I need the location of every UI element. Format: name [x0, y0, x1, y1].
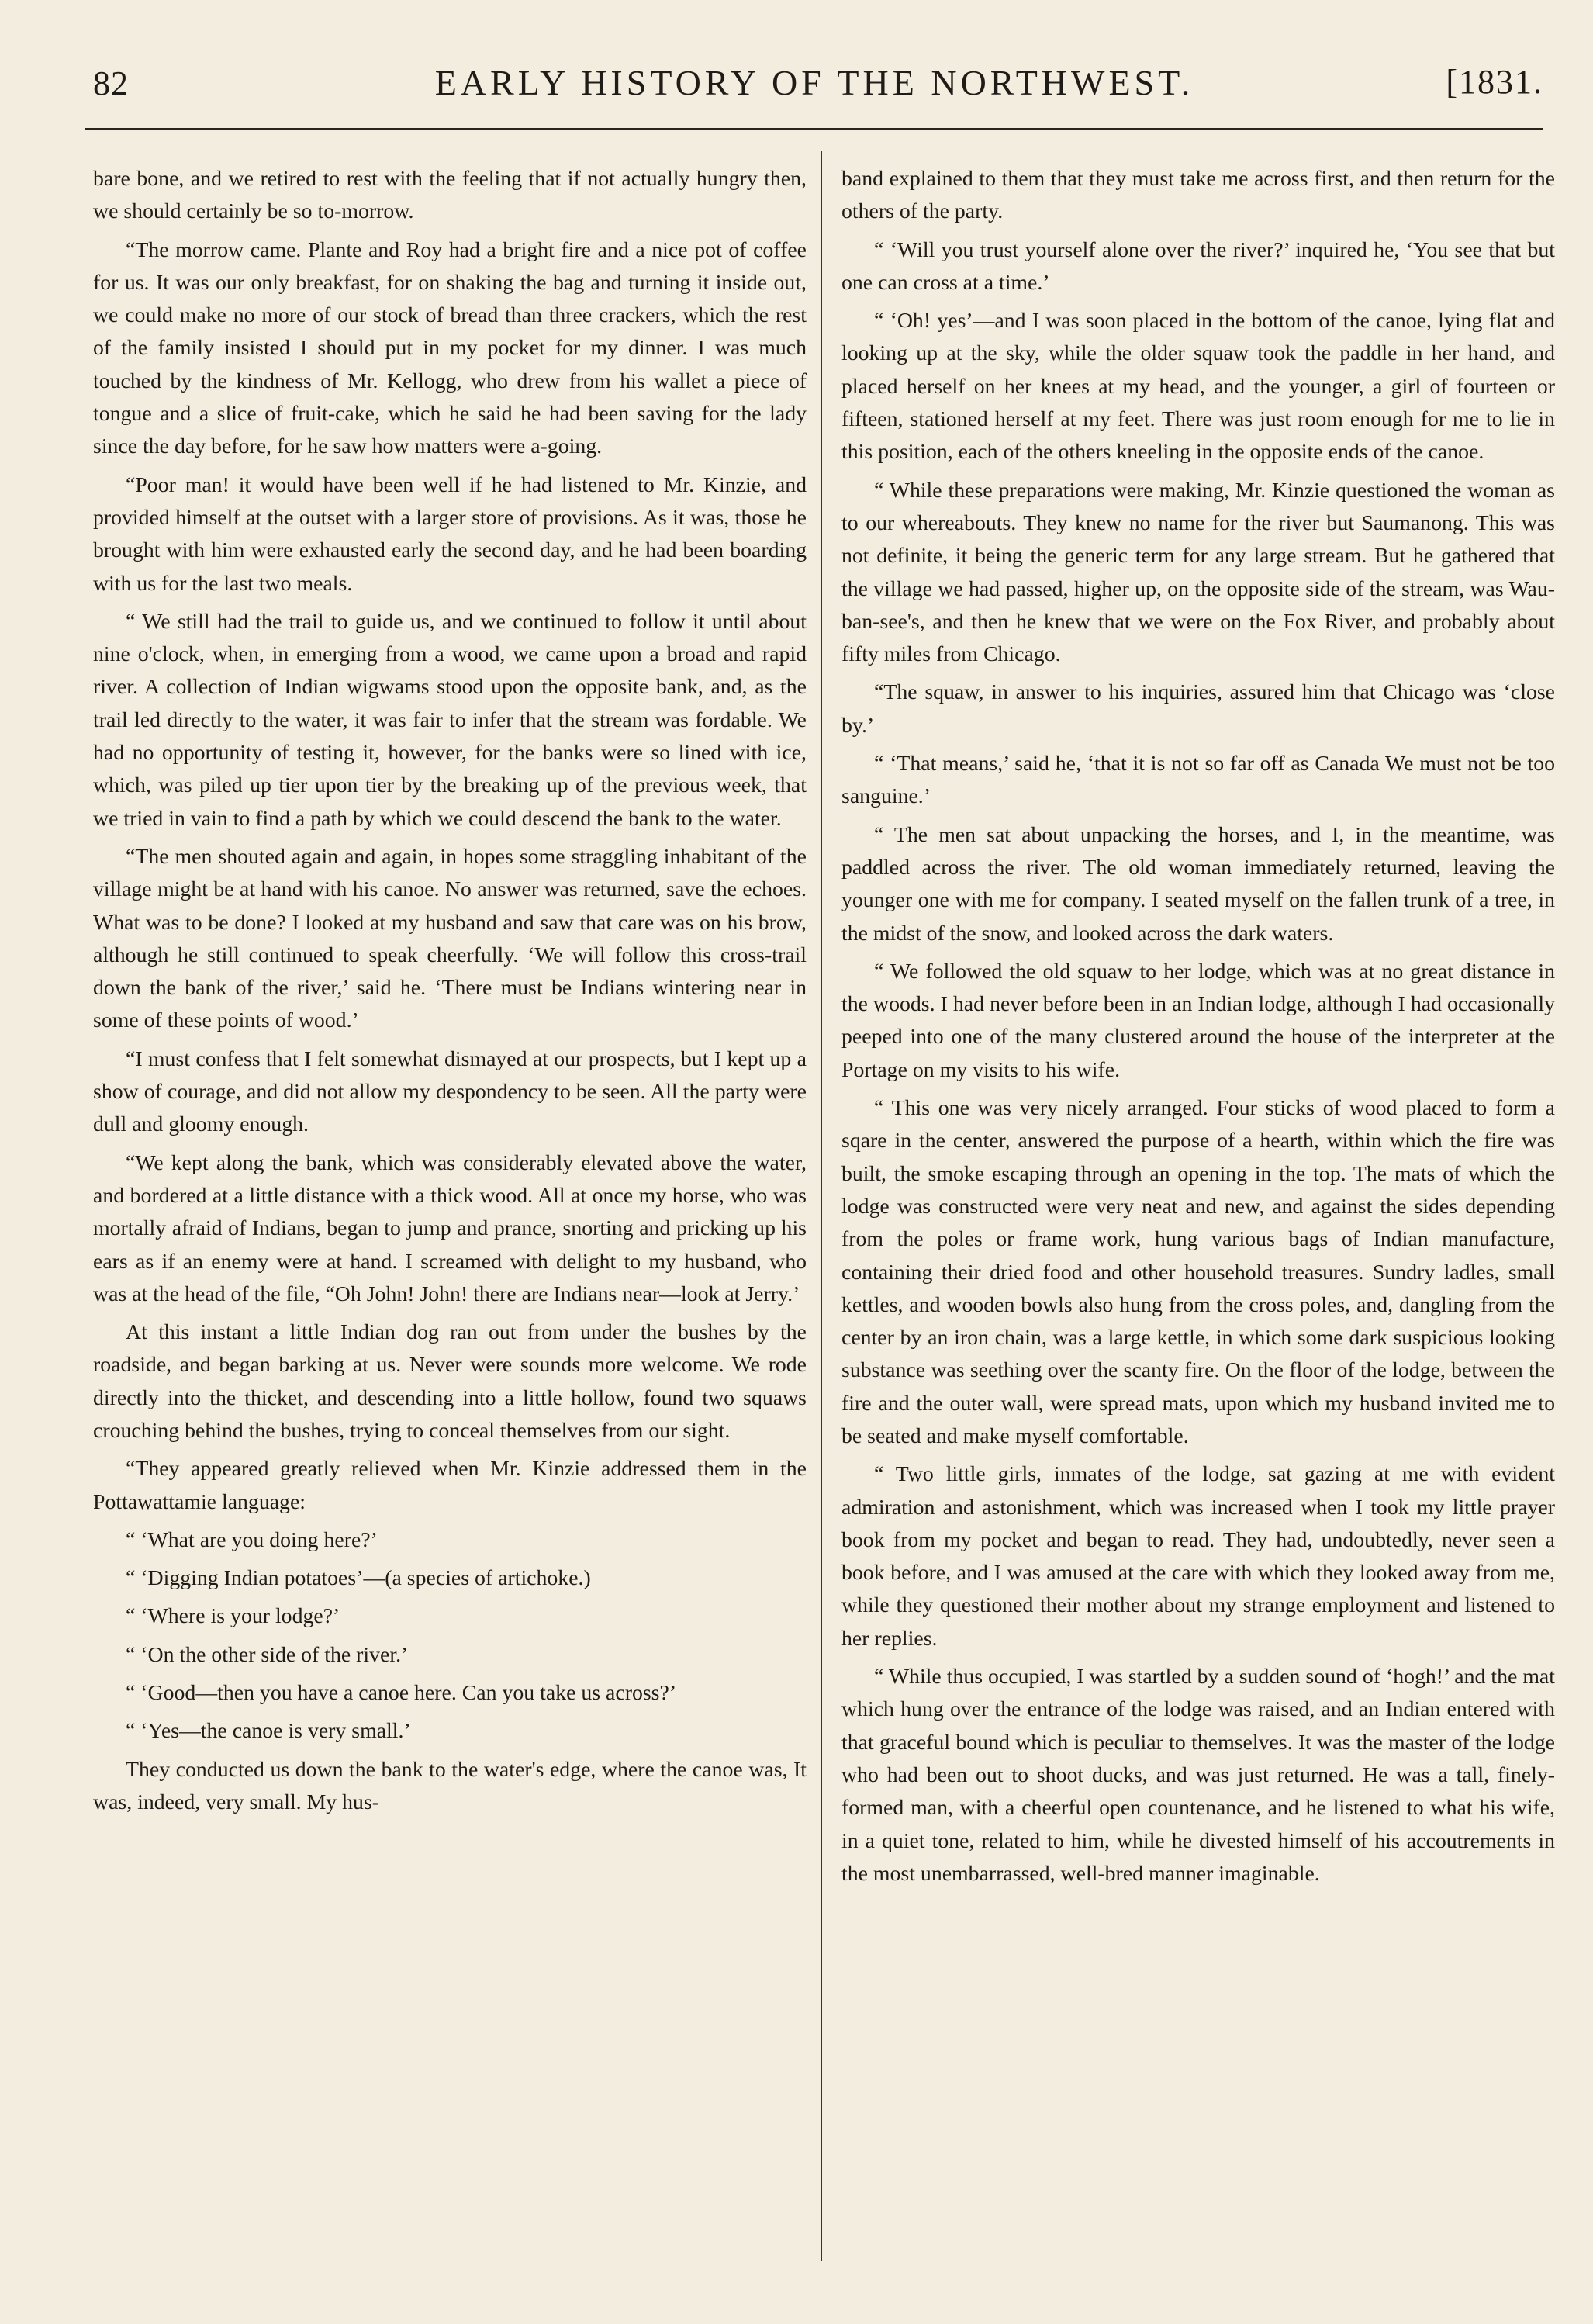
- paragraph: bare bone, and we retired to rest with the feeling that if not actually hungry then, we should certainly be so to-morrow.: [93, 167, 807, 224]
- paragraph: “ This one was very nicely arranged. Four sticks of wood placed to form a sqare in the center, answered the purpose of a hearth, within which the fire was built, the smoke escaping through an opening in the top. The mats of which the lodge was constructed were very neat and new, and against the sides depending from the poles or frame work, hung various bags of Indian manufacture, containing their dried food and other household treasures. Sundry ladles, small kettles, and wooden bowls also hung from the cross poles, and, dangling from the center by an iron chain, was a large kettle, in which some dark suspicious looking substance was seething over the scanty fire. On the floor of the lodge, between the fire and the outer wall, were spread mats, upon which my husband invited me to be seated and make myself comfortable.: [841, 1096, 1555, 1448]
- paragraph: “ ‘That means,’ said he, ‘that it is not so far off as Canada We must not be too sanguine.’: [841, 752, 1555, 809]
- right-column: [841, 163, 1555, 1896]
- paragraph: “ While thus occupied, I was startled by a sudden sound of ‘hogh!’ and the mat which hung over the entrance of the lodge was raised, and an Indian entered with that graceful bound which is peculiar to themselves. It was the master of the lodge who had been out to shoot ducks, and was just returned. He was a tall, finely-formed man, with a cheerful open countenance, and he listened to what his wife, in a quiet tone, related to him, while he divested himself of his accoutrements in the most unembarrassed, well-bred manner imaginable.: [841, 1665, 1555, 1886]
- page-number: 82: [93, 64, 129, 102]
- paragraph: “ ‘Oh! yes’—and I was soon placed in the bottom of the canoe, lying flat and looking up at the sky, while the older squaw took the paddle in her hand, and placed herself on her knees at my head, and the younger, a girl of fourteen or fifteen, stationed herself at my feet. There was just room enough for me to lie in this position, each of the others kneeling in the opposite ends of the canoe.: [841, 309, 1555, 465]
- paragraph: “ ‘On the other side of the river.’: [126, 1642, 409, 1667]
- paragraph: “Poor man! it would have been well if he had listened to Mr. Kinzie, and provided himself at the outset with a larger store of provisions. As it was, those he brought with him were exhausted early the second day, and he had been boarding with us for the last two meals.: [93, 472, 807, 596]
- year-marker: [1831.: [1446, 63, 1543, 101]
- paragraph: “ ‘Where is your lodge?’: [126, 1604, 340, 1629]
- paragraph: band explained to them that they must take me across first, and then return for the others of the party.: [841, 167, 1555, 224]
- column-divider: [821, 151, 822, 2261]
- paragraph: “I must confess that I felt somewhat dismayed at our prospects, but I kept up a show of courage, and did not allow my despondency to be seen. All the party were dull and gloomy enough.: [93, 1046, 807, 1137]
- paragraph: “ While these preparations were making, Mr. Kinzie questioned the woman as to our whereabouts. They knew no name for the river but Saumanong. This was not definite, it being the generic term for any large stream. But he gathered that the village we had passed, higher up, on the opposite side of the stream, was Wau-ban-see's, and then he knew that we were on the Fox River, and probably about fifty miles from Chicago.: [841, 478, 1555, 667]
- paragraph: At this instant a little Indian dog ran out from under the bushes by the roadside, and began barking at us. Never were sounds more welcome. We rode directly into the thicket, and descending into a little hollow, found two squaws crouching behind the bushes, trying to conceal themselves from our sight.: [93, 1320, 807, 1443]
- paragraph: “The men shouted again and again, in hopes some straggling inhabitant of the village might be at hand with his canoe. No answer was returned, save the echoes. What was to be done? I looked at my husband and saw that care was on his brow, although he still continued to speak cheerfully. ‘We will follow this cross-trail down the bank of the river,’ said he. ‘There must be Indians wintering near in some of these points of wood.’: [93, 844, 807, 1033]
- paragraph: “They appeared greatly relieved when Mr. Kinzie addressed them in the Pottawattamie language:: [93, 1457, 807, 1514]
- paragraph: “ ‘Yes—the canoe is very small.’: [126, 1719, 411, 1744]
- paragraph: “ ‘What are you doing here?’: [126, 1527, 378, 1552]
- paragraph: “The squaw, in answer to his inquiries, assured him that Chicago was ‘close by.’: [841, 680, 1555, 738]
- paragraph: “ We still had the trail to guide us, and we continued to follow it until about nine o'clock, when, in emerging from a wood, we came upon a broad and rapid river. A collection of Indian wigwams stood upon the opposite bank, and, as the trail led directly to the water, it was fair to infer that the stream was fordable. We had no opportunity of testing it, however, for the banks were so lined with ice, which, was piled up tier upon tier by the breaking up of the previous week, that we tried in vain to find a path by which we could descend the bank to the water.: [93, 609, 807, 831]
- paragraph: They conducted us down the bank to the water's edge, where the canoe was, It was, indeed, very small. My hus-: [93, 1757, 807, 1814]
- paragraph: “ Two little girls, inmates of the lodge, sat gazing at me with evident admiration and astonishment, which was increased when I took my little prayer book from my pocket and began to read. They had, undoubtedly, never seen a book before, and I was amused at the care with which they looked away from me, while they questioned their mother about my strange employment and listened to her replies.: [841, 1462, 1555, 1651]
- paragraph: “ ‘Digging Indian potatoes’—(a species of artichoke.): [126, 1566, 591, 1591]
- paragraph: “ We followed the old squaw to her lodge, which was at no great distance in the woods. I had never before been in an Indian lodge, although I had occasionally peeped into one of the many clustered around the house of the interpreter at the Portage on my visits to his wife.: [841, 959, 1555, 1082]
- page-header: [85, 47, 1543, 109]
- left-column: [93, 163, 807, 1824]
- paragraph: “ The men sat about unpacking the horses, and I, in the meantime, was paddled across the river. The old woman immediately returned, leaving the younger one with me for company. I seated myself on the fallen trunk of a tree, in the midst of the snow, and looked across the dark waters.: [841, 822, 1555, 946]
- paragraph: “ ‘Good—then you have a canoe here. Can you take us across?’: [126, 1681, 677, 1706]
- paragraph: “We kept along the bank, which was considerably elevated above the water, and bordered at a little distance with a thick wood. All at once my horse, who was mortally afraid of Indians, began to jump and prance, snorting and pricking up his ears as if an enemy were at hand. I screamed with delight to my husband, who was at the head of the file, “Oh John! John! there are Indians near—look at Jerry.’: [93, 1150, 807, 1306]
- paragraph: “The morrow came. Plante and Roy had a bright fire and a nice pot of coffee for us. It was our only breakfast, for on shaking the bag and turning it inside out, we could make no more of our stock of bread than three crackers, which the rest of the family insisted I should put in my pocket for my dinner. I was much touched by the kindness of Mr. Kellogg, who drew from his wallet a piece of tongue and a slice of fruit-cake, which he said he had been saving for the lady since the day before, for he saw how matters were a-going.: [93, 237, 807, 459]
- paragraph: “ ‘Will you trust yourself alone over the river?’ inquired he, ‘You see that but one can cross at a time.’: [841, 237, 1555, 295]
- running-title: EARLY HISTORY OF THE NORTHWEST.: [434, 63, 1194, 102]
- header-rule: [85, 128, 1543, 130]
